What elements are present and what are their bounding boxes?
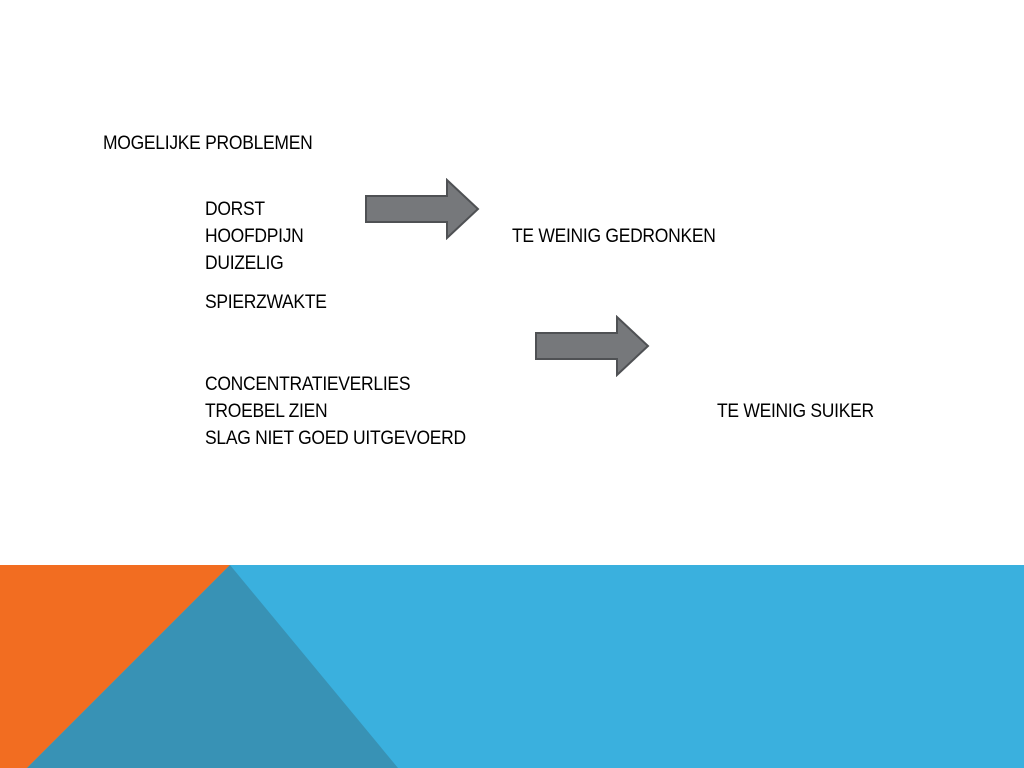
symptom-slag-niet-goed: SLAG NIET GOED UITGEVOERD bbox=[205, 428, 466, 449]
cause-te-weinig-gedronken: TE WEINIG GEDRONKEN bbox=[512, 226, 716, 247]
right-arrow-icon bbox=[364, 178, 480, 240]
cause-te-weinig-suiker: TE WEINIG SUIKER bbox=[717, 401, 874, 422]
footer-decoration bbox=[0, 565, 1024, 768]
symptom-concentratieverlies: CONCENTRATIEVERLIES bbox=[205, 374, 411, 395]
symptom-dorst: DORST bbox=[205, 199, 265, 220]
slide-heading: MOGELIJKE PROBLEMEN bbox=[103, 133, 313, 154]
symptom-hoofdpijn: HOOFDPIJN bbox=[205, 226, 304, 247]
symptom-spierzwakte: SPIERZWAKTE bbox=[205, 292, 327, 313]
right-arrow-icon bbox=[534, 315, 650, 377]
symptom-duizelig: DUIZELIG bbox=[205, 253, 284, 274]
symptom-troebel-zien: TROEBEL ZIEN bbox=[205, 401, 328, 422]
